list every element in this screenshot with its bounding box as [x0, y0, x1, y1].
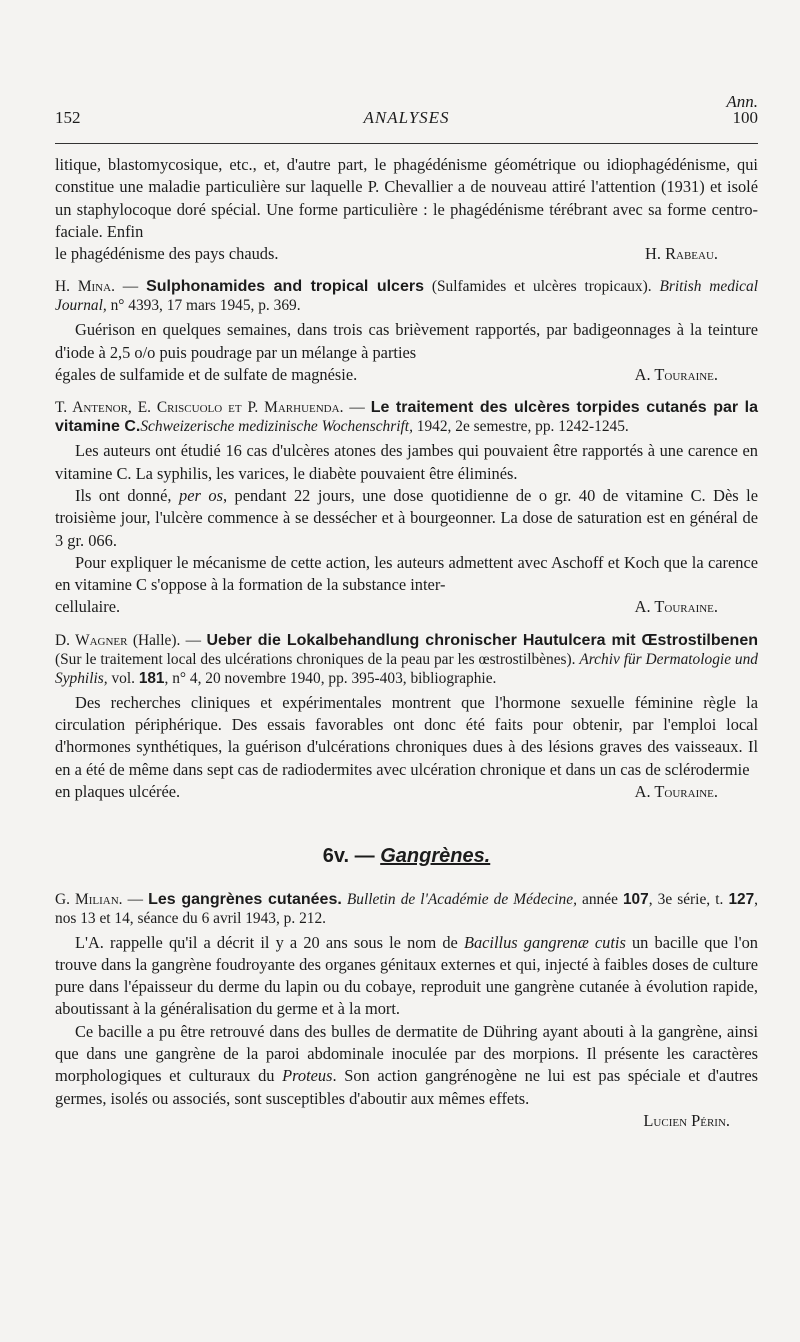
author: G. Milian. — [55, 890, 123, 908]
article-title: Ueber die Lokalbehandlung chronischer Hautulcera mit Œstrostilbenen — [206, 631, 758, 649]
author: D. Wagner — [55, 631, 128, 649]
author: H. Mina. — [55, 278, 115, 296]
article-3-last-line: en plaques ulcérée. A. Touraine. — [55, 781, 758, 803]
article-4-reference: G. Milian. — Les gangrènes cutanées. Bulletin de l'Académie de Médecine, année 107, 3e série, t. 127, nos 13 et 14, séance du 6 avril 1943, p. 212. — [55, 890, 758, 927]
article-2-reference: T. Antenor, E. Criscuolo et P. Marhuenda. — Le traitement des ulcères torpides cutanés par la vitamine C.Schweizerische medizinische Wochenschrift, 1942, 2e semestre, pp. 1242-1245. — [55, 399, 758, 436]
page-number: 152 — [55, 108, 81, 127]
article-2-paragraph-1: Les auteurs ont étudié 16 cas d'ulcères atones des jambes qui pouvaient être rapportés à une carence en vitamine C. La syphilis, les varices, le diabète pouvaient être éliminés. — [55, 441, 758, 483]
signature: A. Touraine. — [634, 781, 718, 801]
volume-number: 100 — [732, 108, 758, 127]
page-content — [55, 154, 758, 1132]
journal-name: Archiv für Dermatologie und Syphilis, — [55, 650, 758, 687]
journal-name: Schweizerische medizinische Wochenschrift, — [140, 418, 413, 436]
header-rule — [55, 143, 758, 144]
author: T. Antenor, E. Criscuolo et P. Marhuenda. — [55, 399, 344, 417]
article-1-last-line: égales de sulfamide et de sulfate de magnésie. A. Touraine. — [55, 364, 758, 386]
journal-name: Bulletin de l'Académie de Médecine, — [346, 890, 577, 908]
article-2-paragraph-3: Pour expliquer le mécanisme de cette action, les auteurs admettent avec Aschoff et Koch que la carence en vitamine C s'oppose à la formation de la substance inter- — [55, 552, 758, 595]
journal-name: British medical Journal, — [55, 278, 758, 315]
running-title: ANALYSES — [363, 108, 450, 127]
article-1-reference: H. Mina. — Sulphonamides and tropical ulcers (Sulfamides et ulcères tropicaux). British medical Journal, n° 4393, 17 mars 1945, p. 369. — [55, 278, 758, 315]
article-3-reference: D. Wagner (Halle). — Ueber die Lokalbehandlung chronischer Hautulcera mit Œstrostilbenen (Sur le traitement local des ulcérations chroniques de la peau par les œstrostilbènes). Archiv für Dermatologie und Syphilis, vol. 181, n° 4, 20 novembre 1940, pp. 395-403, bibliographie. — [55, 631, 758, 687]
intro-paragraph: litique, blastomycosique, etc., et, d'autre part, le phagédénisme géométrique ou idiophagédénisme, qui constitue une maladie particulière sur laquelle P. Chevallier a de nouveau attiré l'attention (1931) et isolé un staphylocoque doré spécial. Une forme particulière : le phagédénisme térébrant avec sa forme centro-faciale. Enfin — [55, 155, 758, 241]
article-2-paragraph-2: Ils ont donné, per os, pendant 22 jours, une dose quotidienne de o gr. 40 de vitamine C. Dès le troisième jour, l'ulcère commence à se dessécher et à bourgeonner. La dose de saturation est en général de 3 gr. 066. — [55, 485, 758, 550]
article-title: Sulphonamides and tropical ulcers — [146, 278, 424, 296]
running-header — [55, 108, 758, 132]
signature: A. Touraine. — [634, 365, 718, 385]
signature: H. Rabeau. — [645, 244, 718, 264]
signature: Lucien Périn. — [643, 1110, 730, 1130]
article-3-body: Des recherches cliniques et expérimentales montrent que l'hormone sexuelle féminine règle la circulation périphérique. Des essais favorables ont donc été faits pour obtenir, par l'emploi local d'hormones synthétiques, la guérison d'ulcérations chroniques dues à des lésions graves des vaisseaux. Il en a été de même dans sept cas de radiodermites avec ulcération chronique et dans un cas de sclérodermie — [55, 692, 758, 779]
article-2-last-line: cellulaire. A. Touraine. — [55, 596, 758, 618]
article-4-paragraph-1: L'A. rappelle qu'il a décrit il y a 20 ans sous le nom de Bacillus gangrenæ cutis un bacille que l'on trouve dans la gangrène foudroyante des organes génitaux externes et qui, injecté à faibles doses de culture pure dans l'épaisseur du derme du lapin ou du cobaye, reproduit une gangrène cutanée à évolution rapide, aboutissant à la généralisation du germe et à la mort. — [55, 932, 758, 1019]
article-1-body: Guérison en quelques semaines, dans trois cas brièvement rapportés, par badigeonnages à la teinture d'iode à 2,5 o/o puis poudrage par un mélange à parties — [55, 320, 758, 362]
section-heading: 6v. — Gangrènes. — [322, 845, 491, 868]
article-4-paragraph-2: Ce bacille a pu être retrouvé dans des bulles de dermatite de Dühring ayant abouti à la gangrène, ainsi que dans une gangrène de la paroi abdominale inoculée par des morpions. Il présente les caractères morphologiques et culturaux du Proteus. Son action gangrénogène ne lui est pas spéciale et d'autres germes, isolés ou associés, sont susceptibles d'aboutir aux mêmes effets. — [55, 1021, 758, 1108]
intro-last-line: le phagédénisme des pays chauds. H. Rabeau. — [55, 243, 758, 265]
article-title: Le traitement des ulcères torpides cutanés par la vitamine C. — [55, 399, 758, 436]
header-annotation: Ann. — [726, 92, 758, 111]
article-title: Les gangrènes cutanées. — [148, 890, 342, 908]
signature: A. Touraine. — [634, 597, 718, 617]
